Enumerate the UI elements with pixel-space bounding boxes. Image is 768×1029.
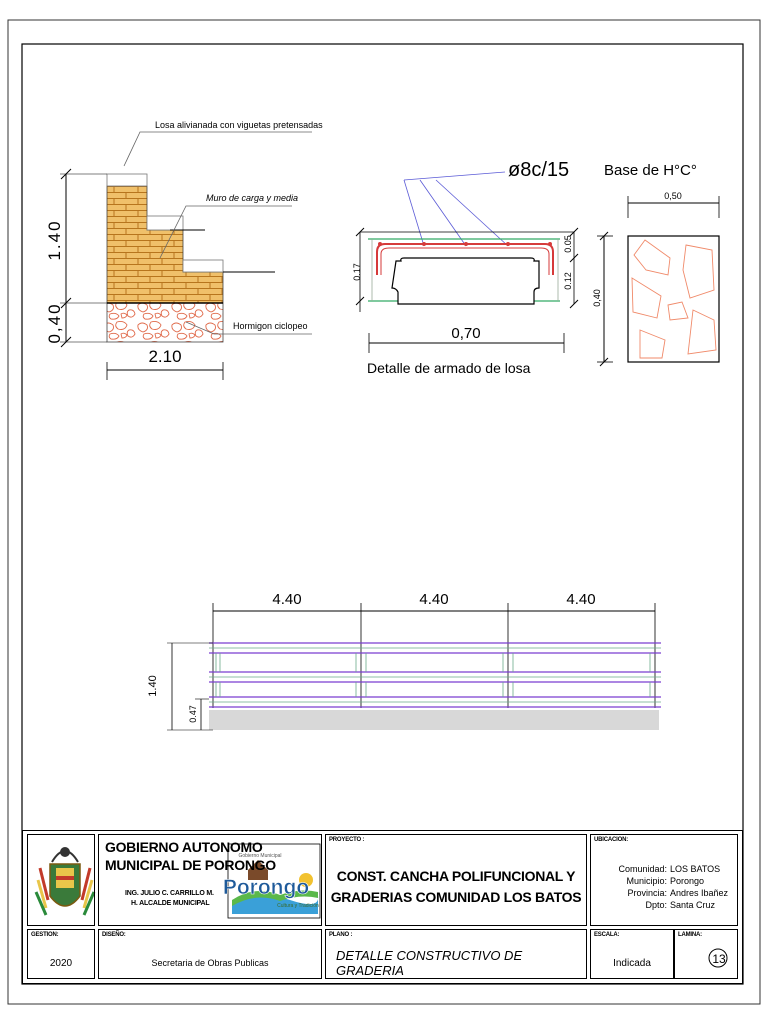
logo-top-text: Gobierno Municipal bbox=[238, 853, 282, 859]
brick-wall bbox=[107, 186, 223, 303]
gestion-value: 2020 bbox=[49, 958, 73, 969]
diseno-cell bbox=[98, 929, 322, 979]
location-value: LOS BATOS bbox=[670, 864, 721, 874]
base-block bbox=[628, 236, 719, 362]
slab-caption: Detalle de armado de losa bbox=[367, 360, 531, 376]
slab-step-3 bbox=[183, 260, 223, 272]
location-value: Santa Cruz bbox=[670, 900, 716, 910]
dim-right-top: 0.05 bbox=[563, 235, 573, 253]
elev-dim-height: 1.40 bbox=[147, 675, 159, 697]
wall-label: Muro de carga y media bbox=[206, 193, 299, 203]
plano-value: DETALLE CONSTRUCTIVO DE GRADERIA bbox=[336, 948, 523, 978]
logo-tagline: Cultura y Tradición bbox=[277, 903, 319, 909]
lamina-cell bbox=[674, 929, 738, 979]
person-line2: H. ALCALDE MUNICIPAL bbox=[131, 900, 210, 907]
base-dim-width: 0,50 bbox=[664, 191, 682, 201]
org-cell bbox=[98, 834, 322, 926]
location-key: Comunidad: bbox=[618, 864, 667, 874]
dim-right-bottom: 0.12 bbox=[563, 272, 573, 290]
logo-text: Porongo bbox=[222, 876, 310, 899]
lamina-label: LAMINA: bbox=[678, 932, 702, 938]
slab-detail bbox=[352, 159, 578, 376]
cyclopean-concrete-base bbox=[107, 303, 223, 342]
gestion-label: GESTION: bbox=[31, 932, 59, 938]
base-title: Base de H°C° bbox=[604, 162, 697, 179]
dim-width: 2.10 bbox=[148, 347, 182, 366]
ground bbox=[209, 710, 659, 730]
rebar-label: ø8c/15 bbox=[508, 159, 570, 181]
slab-label: Losa alivianada con viguetas pretensadas bbox=[155, 120, 323, 130]
dim-height-bottom: 0,40 bbox=[45, 302, 64, 344]
slab-dim-width: 0,70 bbox=[451, 325, 481, 342]
emblem-cell bbox=[27, 834, 95, 926]
location-key: Municipio: bbox=[626, 876, 667, 886]
diseno-label: DISEÑO: bbox=[102, 932, 126, 938]
location-value: Porongo bbox=[670, 876, 705, 886]
dim-left: 0.17 bbox=[352, 263, 362, 281]
plano-label: PLANO : bbox=[329, 932, 353, 938]
concrete-label: Hormigon ciclopeo bbox=[233, 321, 308, 331]
org-line2: MUNICIPAL DE PORONGO bbox=[105, 857, 276, 873]
location-label: UBICACION: bbox=[594, 837, 628, 843]
location-cell bbox=[590, 834, 738, 926]
span-1: 4.40 bbox=[272, 591, 302, 608]
elevation-drawing bbox=[147, 591, 661, 730]
project-cell bbox=[325, 834, 587, 926]
elev-dim-base: 0.47 bbox=[188, 705, 198, 723]
person-line1: ING. JULIO C. CARRILLO M. bbox=[125, 890, 214, 897]
escala-cell bbox=[590, 929, 674, 979]
section-drawing bbox=[45, 120, 323, 380]
project-label: PROYECTO : bbox=[329, 837, 365, 843]
location-value: Andres Ibañez bbox=[670, 888, 729, 898]
escala-value: Indicada bbox=[613, 958, 651, 969]
slab-step-1 bbox=[107, 174, 147, 186]
span-3: 4.40 bbox=[566, 591, 596, 608]
location-key: Provincia: bbox=[627, 888, 667, 898]
base-dim-height: 0,40 bbox=[592, 289, 602, 307]
diseno-value: Secretaria de Obras Publicas bbox=[151, 958, 269, 968]
org-line1: GOBIERNO AUTONOMO bbox=[105, 839, 263, 855]
gestion-cell bbox=[27, 929, 95, 979]
dim-height-top: 1.40 bbox=[45, 219, 64, 261]
project-line2: GRADERIAS COMUNIDAD LOS BATOS bbox=[330, 889, 582, 905]
escala-label: ESCALA: bbox=[594, 932, 620, 938]
location-key: Dpto: bbox=[645, 900, 667, 910]
project-line1: CONST. CANCHA POLIFUNCIONAL Y bbox=[336, 868, 576, 884]
span-2: 4.40 bbox=[419, 591, 449, 608]
base-detail bbox=[592, 162, 719, 366]
plano-cell bbox=[325, 929, 587, 979]
lamina-value: 13 bbox=[712, 952, 726, 966]
